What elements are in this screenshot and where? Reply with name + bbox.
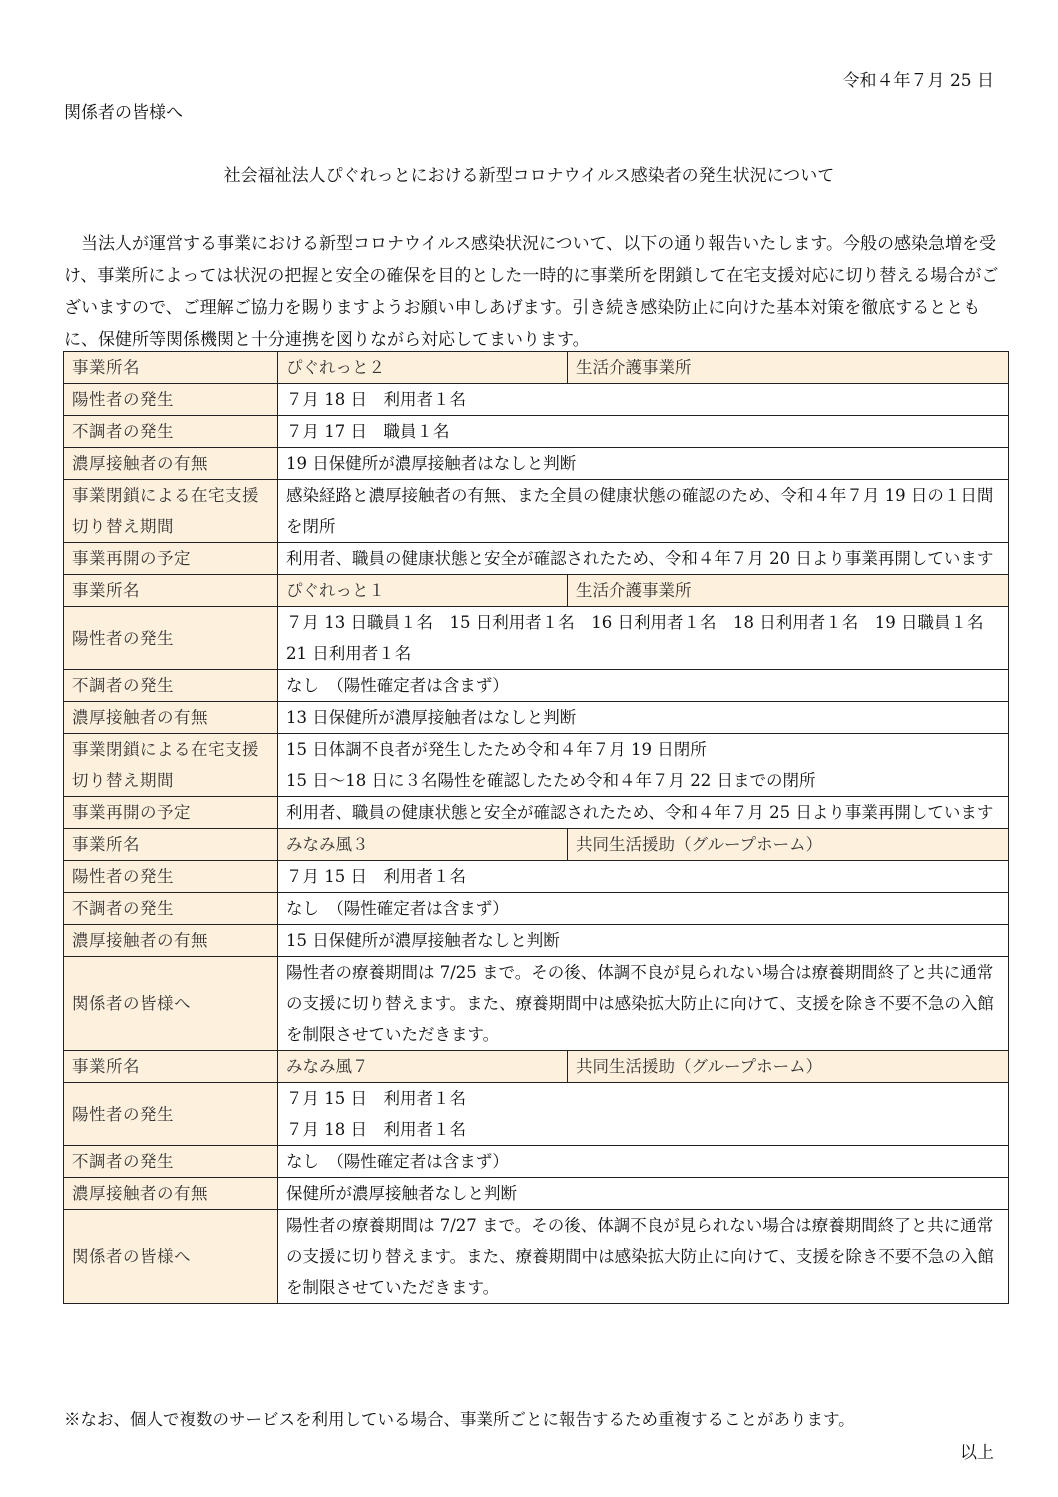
facility-header-row (64, 1051, 1009, 1083)
row-value-line: 15 日～18 日に３名陽性を確認したため令和４年７月 22 日までの閉所 (286, 771, 816, 790)
row-label: 濃厚接触者の有無 (64, 925, 278, 957)
row-label: 関係者の皆様へ (64, 957, 278, 1051)
table-row (64, 925, 1009, 957)
facility-header-row (64, 829, 1009, 861)
row-label: 陽性者の発生 (64, 1083, 278, 1146)
row-value (278, 702, 1009, 734)
recipient-line: 関係者の皆様へ (64, 103, 183, 123)
row-label: 事業再開の予定 (64, 543, 278, 575)
facility-name-label: 事業所名 (64, 829, 278, 861)
row-value-line: 感染経路と濃厚接触者の有無、また全員の健康状態の確認のため、令和４年７月 19 日の１日間を閉所 (286, 486, 994, 536)
row-value-line: 利用者、職員の健康状態と安全が確認されたため、令和４年７月 20 日より事業再開しています (286, 549, 994, 568)
row-value (278, 1178, 1009, 1210)
row-value (278, 1083, 1009, 1146)
facility-header-row (64, 352, 1009, 384)
table-row (64, 384, 1009, 416)
table-row (64, 480, 1009, 543)
table-row (64, 448, 1009, 480)
row-label: 濃厚接触者の有無 (64, 448, 278, 480)
facility-type: 共同生活援助（グループホーム） (568, 829, 1009, 861)
table-row (64, 797, 1009, 829)
row-label: 陽性者の発生 (64, 861, 278, 893)
table-row (64, 1146, 1009, 1178)
row-value-line: ７月 18 日 利用者１名 (286, 1120, 466, 1139)
row-value-line: 陽性者の療養期間は 7/27 まで。その後、体調不良が見られない場合は療養期間終了と共に通常の支援に切り替えます。また、療養期間中は感染拡大防止に向けて、支援を除き不要不急の入館を制限させていただきます。 (286, 1216, 994, 1297)
row-value-line: なし （陽性確定者は含まず） (286, 676, 509, 695)
facility-name: みなみ風３ (278, 829, 568, 861)
row-value-line: ７月 13 日職員１名 15 日利用者１名 16 日利用者１名 18 日利用者１名 19 日職員１名 21 日利用者１名 (286, 613, 1000, 663)
intro-indent (64, 234, 81, 254)
table-row (64, 607, 1009, 670)
row-value-line: ７月 18 日 利用者１名 (286, 390, 466, 409)
facility-name-label: 事業所名 (64, 352, 278, 384)
closing-mark: 以上 (960, 1443, 994, 1463)
row-label: 不調者の発生 (64, 1146, 278, 1178)
row-value-line: 15 日体調不良者が発生したため令和４年７月 19 日閉所 (286, 740, 707, 759)
facility-name-label: 事業所名 (64, 1051, 278, 1083)
row-value (278, 734, 1009, 797)
footnote: ※なお、個人で複数のサービスを利用している場合、事業所ごとに報告するため重複することがあります。 (64, 1410, 855, 1429)
row-value (278, 1146, 1009, 1178)
row-value (278, 448, 1009, 480)
table-row (64, 670, 1009, 702)
intro-paragraph (64, 228, 1012, 356)
row-value (278, 1210, 1009, 1304)
row-value-line: 陽性者の療養期間は 7/25 まで。その後、体調不良が見られない場合は療養期間終了と共に通常の支援に切り替えます。また、療養期間中は感染拡大防止に向けて、支援を除き不要不急の入館を制限させていただきます。 (286, 963, 994, 1044)
row-value-line: 19 日保健所が濃厚接触者はなしと判断 (286, 454, 577, 473)
row-label: 不調者の発生 (64, 416, 278, 448)
row-value (278, 607, 1009, 670)
facility-type: 生活介護事業所 (568, 575, 1009, 607)
facility-name: ぴぐれっと１ (278, 575, 568, 607)
table-row (64, 543, 1009, 575)
row-value-line: 保健所が濃厚接触者なしと判断 (286, 1184, 517, 1203)
row-value-line: ７月 15 日 利用者１名 (286, 1089, 466, 1108)
document-date: 令和４年７月 25 日 (842, 71, 994, 91)
intro-text: 当法人が運営する事業における新型コロナウイルス感染状況について、以下の通り報告いたします。今般の感染急増を受け、事業所によっては状況の把握と安全の確保を目的とした一時的に事業所を閉鎖して在宅支援対応に切り替える場合がございますので、ご理解ご協力を賜りますようお願い申しあげます。引き続き感染防止に向けた基本対策を徹底するとともに、保健所等関係機関と十分連携を図りながら対応してまいります。 (64, 234, 999, 350)
facility-name: みなみ風７ (278, 1051, 568, 1083)
row-label: 濃厚接触者の有無 (64, 1178, 278, 1210)
table-row (64, 702, 1009, 734)
table-row (64, 893, 1009, 925)
table-row (64, 1178, 1009, 1210)
row-value-line: 利用者、職員の健康状態と安全が確認されたため、令和４年７月 25 日より事業再開しています (286, 803, 994, 822)
table-row (64, 861, 1009, 893)
row-label: 陽性者の発生 (64, 384, 278, 416)
row-label: 陽性者の発生 (64, 607, 278, 670)
row-label: 事業閉鎖による在宅支援切り替え期間 (64, 734, 278, 797)
row-value-line: なし （陽性確定者は含まず） (286, 1152, 509, 1171)
row-value (278, 861, 1009, 893)
facility-name: ぴぐれっと２ (278, 352, 568, 384)
table-row (64, 1210, 1009, 1304)
row-label: 事業閉鎖による在宅支援切り替え期間 (64, 480, 278, 543)
infection-status-table (63, 351, 1009, 1304)
table-row (64, 734, 1009, 797)
row-value (278, 925, 1009, 957)
table-row (64, 416, 1009, 448)
table-row (64, 957, 1009, 1051)
row-label: 不調者の発生 (64, 893, 278, 925)
row-label: 関係者の皆様へ (64, 1210, 278, 1304)
row-value-line: 15 日保健所が濃厚接触者なしと判断 (286, 931, 560, 950)
row-value (278, 670, 1009, 702)
row-value (278, 416, 1009, 448)
facility-type: 共同生活援助（グループホーム） (568, 1051, 1009, 1083)
facility-type: 生活介護事業所 (568, 352, 1009, 384)
row-value-line: なし （陽性確定者は含まず） (286, 899, 509, 918)
row-label: 不調者の発生 (64, 670, 278, 702)
row-value (278, 384, 1009, 416)
row-label: 濃厚接触者の有無 (64, 702, 278, 734)
row-value-line: 13 日保健所が濃厚接触者はなしと判断 (286, 708, 577, 727)
facility-name-label: 事業所名 (64, 575, 278, 607)
table-row (64, 1083, 1009, 1146)
row-value (278, 543, 1009, 575)
infection-status-table-body (64, 352, 1009, 1304)
row-value-line: ７月 17 日 職員１名 (286, 422, 450, 441)
row-value-line: ７月 15 日 利用者１名 (286, 867, 466, 886)
row-value (278, 893, 1009, 925)
row-value (278, 957, 1009, 1051)
row-value (278, 797, 1009, 829)
row-value (278, 480, 1009, 543)
row-label: 事業再開の予定 (64, 797, 278, 829)
document-title: 社会福祉法人ぴぐれっとにおける新型コロナウイルス感染者の発生状況について (223, 166, 835, 186)
facility-header-row (64, 575, 1009, 607)
